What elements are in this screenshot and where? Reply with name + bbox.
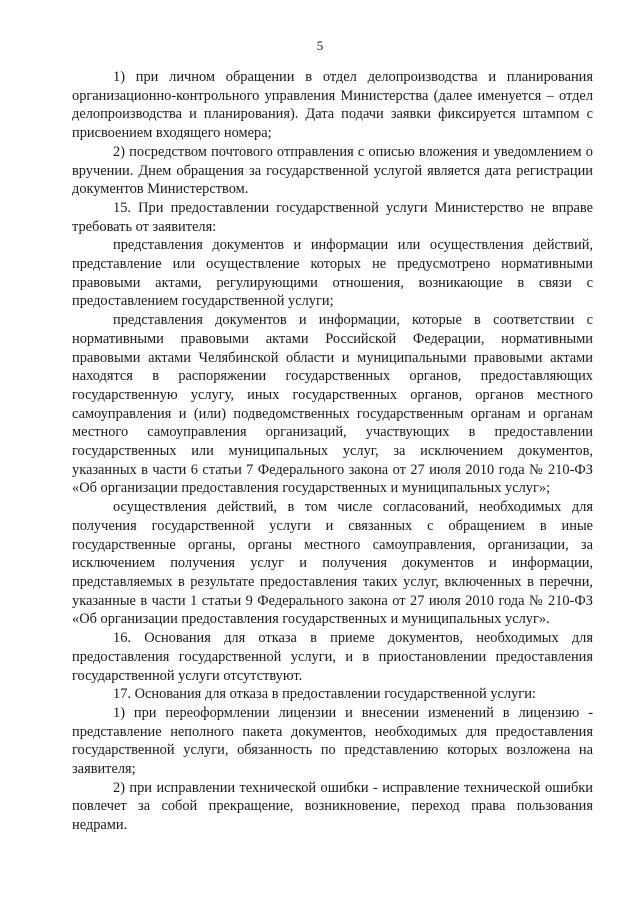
paragraph-15-item-1: представления документов и информации или осуществления действий, представление или осуществление которых не предусмотрено нормативными правовыми актами, регулирующими отношения, возникающие в связи с предоставлением государственной услуги;: [72, 237, 593, 310]
paragraph-15-item-2: представления документов и информации, которые в соответствии с нормативными правовыми актами Российской Федерации, нормативными правовыми актами Челябинской области и муниципальными правовыми актами находятся в распоряжении государственных органов, предоставляющих государственную услугу, иных государственных органов, органов местного самоуправления и (или) подведомственных государственным органам и органам местного самоуправления организаций, участвующих в предоставлении государственных или муниципальных услуг, за исключением документов, указанных в части 6 статьи 7 Федерального закона от 27 июля 2010 года № 210-ФЗ «Об организации предоставления государственных и муниципальных услуг»;: [72, 312, 593, 497]
paragraph-15-heading: 15. При предоставлении государственной услуги Министерство не вправе требовать от заявителя:: [72, 199, 593, 235]
paragraph-16: 16. Основания для отказа в приеме документов, необходимых для предоставления государственной услуги, и в приостановлении предоставления государственной услуги отсутствуют.: [72, 630, 593, 684]
paragraph-17-heading: 17. Основания для отказа в предоставлении государственной услуги:: [113, 686, 536, 703]
paragraph-17-item-2: 2) при исправлении технической ошибки - исправление технической ошибки повлечет за собой прекращение, возникновение, переход права пользования недрами.: [72, 779, 593, 834]
paragraph-2-postal-delivery: 2) посредством почтового отправления с описью вложения и уведомлением о вручении. Днем обращения за государственной услугой является дата регистрации документов Министерством.: [72, 143, 593, 198]
document-body: [72, 68, 593, 835]
paragraph-1-personal-appeal: 1) при личном обращении в отдел делопроизводства и планирования организационно-контрольного управления Министерства (далее именуется – отдел делопроизводства и планирования). Дата подачи заявки фиксируется штампом с присвоением входящего номера;: [72, 69, 593, 142]
paragraph-17-item-1: 1) при переоформлении лицензии и внесении изменений в лицензию - представление неполного пакета документов, необходимых для предоставления государственной услуги, обязанность по представлению которых возложена на заявителя;: [72, 704, 593, 778]
page-number: 5: [316, 38, 324, 53]
paragraph-15-item-3: осуществления действий, в том числе согласований, необходимых для получения государственной услуги и связанных с обращением в иные государственные органы, органы местного самоуправления, организации, за исключением получения услуг и получения документов и информации, представляемых в результате предоставления таких услуг, включенных в перечни, указанные в части 1 статьи 9 Федерального закона от 27 июля 2010 года № 210-ФЗ «Об организации предоставления государственных и муниципальных услуг».: [72, 499, 593, 628]
